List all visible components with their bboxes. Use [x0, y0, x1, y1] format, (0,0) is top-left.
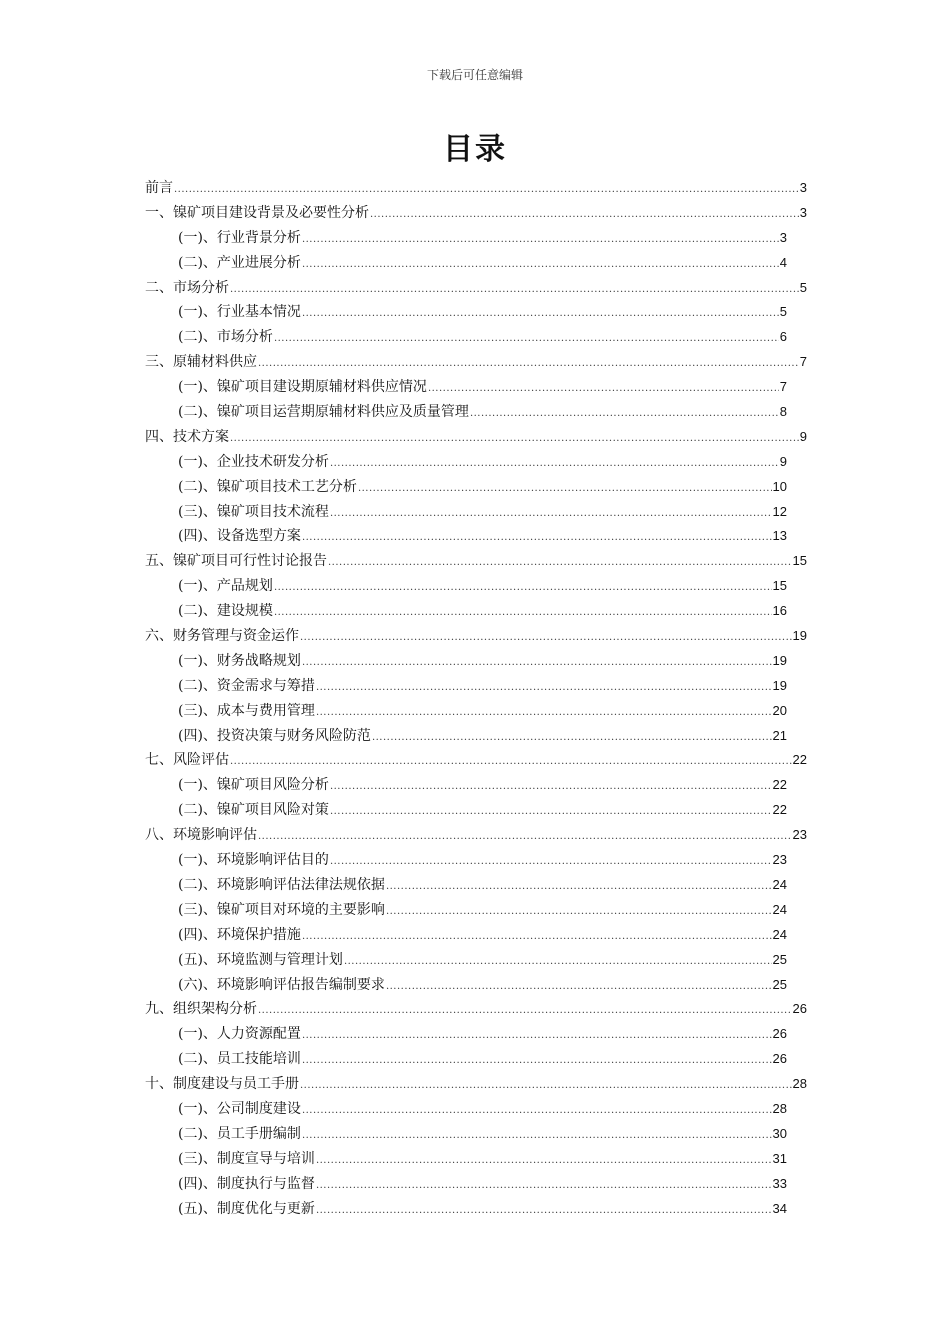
toc-entry-label: (三)、成本与费用管理 — [178, 702, 315, 719]
toc-dot-leader — [428, 377, 779, 402]
toc-dot-leader — [328, 551, 792, 576]
toc-entry-label: (一)、财务战略规划 — [178, 652, 301, 669]
toc-entry-chapter[interactable] — [145, 176, 807, 201]
toc-page-number: 3 — [779, 229, 787, 245]
toc-entry-label: 七、风险评估 — [145, 752, 229, 769]
toc-page-number: 9 — [799, 428, 807, 444]
toc-page-number: 9 — [779, 453, 787, 469]
toc-entry-label: 十、制度建设与员工手册 — [145, 1076, 299, 1093]
toc-entry-chapter[interactable] — [145, 823, 807, 848]
toc-entry-chapter[interactable] — [145, 425, 807, 450]
toc-page-number: 19 — [772, 677, 787, 693]
toc-entry-section[interactable] — [145, 400, 807, 425]
toc-dot-leader — [358, 477, 772, 502]
toc-dot-leader — [302, 651, 772, 676]
toc-entry-label: (二)、镍矿项目技术工艺分析 — [178, 478, 357, 495]
toc-entry-chapter[interactable] — [145, 997, 807, 1022]
toc-entry-section[interactable] — [145, 450, 807, 475]
toc-dot-leader — [330, 850, 772, 875]
toc-dot-leader — [470, 402, 779, 427]
toc-page-number: 21 — [772, 727, 787, 743]
table-of-contents — [145, 176, 807, 1221]
toc-dot-leader — [330, 800, 772, 825]
toc-dot-leader — [330, 452, 779, 477]
toc-page-number: 10 — [772, 478, 787, 494]
toc-page-number: 20 — [772, 702, 787, 718]
toc-entry-section[interactable] — [145, 325, 807, 350]
toc-page-number: 19 — [772, 652, 787, 668]
toc-page-number: 28 — [792, 1076, 807, 1092]
toc-dot-leader — [316, 1199, 772, 1224]
toc-entry-section[interactable] — [145, 226, 807, 251]
toc-page-number: 25 — [772, 951, 787, 967]
toc-entry-label: (四)、制度执行与监督 — [178, 1175, 315, 1192]
toc-entry-section[interactable] — [145, 898, 807, 923]
toc-entry-label: 前言 — [145, 180, 173, 196]
toc-dot-leader — [302, 1099, 772, 1124]
toc-dot-leader — [174, 178, 799, 203]
toc-dot-leader — [302, 253, 779, 278]
toc-entry-label: 三、原辅材料供应 — [145, 354, 257, 371]
toc-dot-leader — [316, 676, 772, 701]
toc-entry-section[interactable] — [145, 1097, 807, 1122]
toc-entry-label: (一)、公司制度建设 — [178, 1100, 301, 1117]
toc-entry-label: (一)、行业背景分析 — [178, 229, 301, 246]
toc-page-number: 25 — [772, 976, 787, 992]
toc-entry-label: 四、技术方案 — [145, 428, 229, 445]
toc-entry-section[interactable] — [145, 251, 807, 276]
toc-entry-chapter[interactable] — [145, 549, 807, 574]
toc-entry-label: (一)、产品规划 — [178, 578, 273, 595]
toc-dot-leader — [258, 352, 799, 377]
toc-page-number: 13 — [772, 528, 787, 544]
toc-entry-label: (二)、员工技能培训 — [178, 1051, 301, 1068]
toc-page-number: 33 — [772, 1175, 787, 1191]
toc-page-number: 5 — [799, 279, 807, 295]
toc-entry-label: (二)、镍矿项目风险对策 — [178, 802, 329, 819]
toc-entry-section[interactable] — [145, 1122, 807, 1147]
toc-dot-leader — [230, 750, 792, 775]
toc-page-number: 15 — [772, 578, 787, 594]
toc-entry-label: (五)、制度优化与更新 — [178, 1200, 315, 1217]
toc-page-number: 4 — [779, 254, 787, 270]
toc-page-number: 22 — [772, 777, 787, 793]
toc-entry-section[interactable] — [145, 649, 807, 674]
toc-dot-leader — [330, 502, 772, 527]
toc-entry-section[interactable] — [145, 1147, 807, 1172]
toc-dot-leader — [258, 825, 792, 850]
toc-entry-label: 六、财务管理与资金运作 — [145, 628, 299, 645]
toc-entry-label: 一、镍矿项目建设背景及必要性分析 — [145, 204, 369, 221]
toc-dot-leader — [274, 576, 772, 601]
toc-page-number: 24 — [772, 926, 787, 942]
toc-page-number: 16 — [772, 603, 787, 619]
toc-entry-chapter[interactable] — [145, 1072, 807, 1097]
toc-entry-label: (二)、市场分析 — [178, 329, 273, 346]
toc-entry-section[interactable] — [145, 599, 807, 624]
toc-entry-label: (一)、企业技术研发分析 — [178, 453, 329, 470]
toc-dot-leader — [302, 302, 779, 327]
toc-dot-leader — [372, 726, 772, 751]
page-title: 目录 — [443, 132, 507, 167]
toc-dot-leader — [386, 900, 772, 925]
toc-entry-chapter[interactable] — [145, 201, 807, 226]
toc-dot-leader — [330, 775, 772, 800]
toc-dot-leader — [274, 327, 779, 352]
toc-entry-label: (四)、投资决策与财务风险防范 — [178, 727, 371, 744]
page-header: 下载后可任意编辑 — [426, 68, 523, 82]
toc-entry-label: (五)、环境监测与管理计划 — [178, 951, 343, 968]
toc-entry-section[interactable] — [145, 1047, 807, 1072]
toc-entry-label: (一)、人力资源配置 — [178, 1026, 301, 1043]
toc-page-number: 24 — [772, 876, 787, 892]
toc-dot-leader — [386, 875, 772, 900]
toc-page-number: 19 — [792, 628, 807, 644]
toc-entry-label: (三)、制度宣导与培训 — [178, 1150, 315, 1167]
toc-entry-section[interactable] — [145, 798, 807, 823]
toc-page-number: 23 — [792, 827, 807, 843]
toc-dot-leader — [302, 526, 772, 551]
toc-entry-label: 八、环境影响评估 — [145, 827, 257, 844]
toc-entry-section[interactable] — [145, 375, 807, 400]
toc-entry-section[interactable] — [145, 1197, 807, 1222]
toc-entry-label: (二)、建设规模 — [178, 603, 273, 620]
toc-dot-leader — [386, 975, 772, 1000]
toc-page-number: 6 — [779, 329, 787, 345]
toc-page-number: 26 — [772, 1026, 787, 1042]
toc-dot-leader — [370, 203, 799, 228]
toc-entry-section[interactable] — [145, 773, 807, 798]
toc-dot-leader — [274, 601, 772, 626]
toc-entry-label: (四)、设备选型方案 — [178, 528, 301, 545]
toc-entry-section[interactable] — [145, 948, 807, 973]
toc-page-number: 30 — [772, 1125, 787, 1141]
toc-entry-section[interactable] — [145, 873, 807, 898]
toc-entry-chapter[interactable] — [145, 624, 807, 649]
toc-entry-label: (二)、环境影响评估法律法规依据 — [178, 876, 385, 893]
toc-entry-section[interactable] — [145, 923, 807, 948]
toc-entry-label: (三)、镍矿项目对环境的主要影响 — [178, 901, 385, 918]
toc-entry-label: (二)、镍矿项目运营期原辅材料供应及质量管理 — [178, 404, 469, 421]
toc-dot-leader — [316, 701, 772, 726]
toc-entry-label: (一)、环境影响评估目的 — [178, 852, 329, 869]
toc-page-number: 7 — [779, 379, 787, 395]
toc-entry-label: (三)、镍矿项目技术流程 — [178, 503, 329, 520]
toc-page-number: 24 — [772, 901, 787, 917]
toc-page-number: 23 — [772, 852, 787, 868]
toc-dot-leader — [344, 950, 772, 975]
toc-entry-section[interactable] — [145, 724, 807, 749]
toc-entry-section[interactable] — [145, 475, 807, 500]
toc-entry-section[interactable] — [145, 574, 807, 599]
toc-dot-leader — [316, 1149, 772, 1174]
toc-entry-section[interactable] — [145, 1022, 807, 1047]
toc-dot-leader — [230, 278, 799, 303]
toc-dot-leader — [300, 1074, 792, 1099]
toc-entry-label: (二)、产业进展分析 — [178, 254, 301, 271]
toc-entry-label: (二)、员工手册编制 — [178, 1125, 301, 1142]
toc-entry-section[interactable] — [145, 848, 807, 873]
toc-page-number: 26 — [792, 1001, 807, 1017]
toc-entry-section[interactable] — [145, 524, 807, 549]
toc-page-number: 34 — [772, 1200, 787, 1216]
toc-entry-label: (一)、镍矿项目风险分析 — [178, 777, 329, 794]
toc-dot-leader — [316, 1174, 772, 1199]
toc-entry-section[interactable] — [145, 1172, 807, 1197]
toc-page-number: 15 — [792, 553, 807, 569]
toc-page-number: 28 — [772, 1100, 787, 1116]
toc-page-number: 3 — [799, 180, 807, 195]
toc-entry-chapter[interactable] — [145, 748, 807, 773]
toc-page-number: 8 — [779, 404, 787, 420]
toc-dot-leader — [302, 1049, 772, 1074]
toc-dot-leader — [302, 1024, 772, 1049]
toc-dot-leader — [300, 626, 792, 651]
toc-entry-section[interactable] — [145, 674, 807, 699]
toc-page-number: 12 — [772, 503, 787, 519]
toc-entry-label: (四)、环境保护措施 — [178, 926, 301, 943]
toc-entry-label: 九、组织架构分析 — [145, 1001, 257, 1018]
toc-page-number: 22 — [772, 802, 787, 818]
toc-dot-leader — [230, 427, 799, 452]
toc-entry-chapter[interactable] — [145, 276, 807, 301]
toc-page-number: 31 — [772, 1150, 787, 1166]
toc-entry-section[interactable] — [145, 300, 807, 325]
toc-entry-label: 五、镍矿项目可行性讨论报告 — [145, 553, 327, 570]
toc-dot-leader — [302, 925, 772, 950]
toc-page-number: 26 — [772, 1051, 787, 1067]
toc-page-number: 3 — [799, 204, 807, 220]
toc-entry-section[interactable] — [145, 699, 807, 724]
toc-entry-label: (二)、资金需求与筹措 — [178, 677, 315, 694]
toc-entry-section[interactable] — [145, 973, 807, 998]
toc-entry-chapter[interactable] — [145, 350, 807, 375]
toc-page-number: 22 — [792, 752, 807, 768]
toc-entry-label: (六)、环境影响评估报告编制要求 — [178, 976, 385, 993]
toc-dot-leader — [302, 1124, 772, 1149]
toc-page-number: 5 — [779, 304, 787, 320]
toc-entry-label: (一)、行业基本情况 — [178, 304, 301, 321]
toc-page-number: 7 — [799, 354, 807, 370]
toc-dot-leader — [258, 999, 792, 1024]
toc-entry-label: (一)、镍矿项目建设期原辅材料供应情况 — [178, 379, 427, 396]
toc-entry-label: 二、市场分析 — [145, 279, 229, 296]
toc-dot-leader — [302, 228, 779, 253]
toc-entry-section[interactable] — [145, 500, 807, 525]
